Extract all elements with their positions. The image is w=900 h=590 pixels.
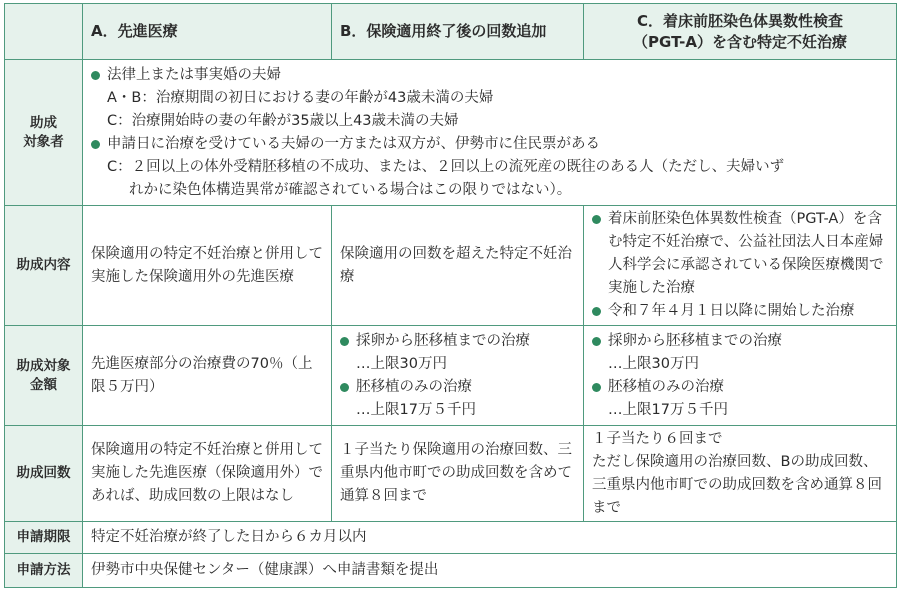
amount-c-bullet-2 bbox=[592, 376, 888, 399]
count-c-line2: ただし保険適用の治療回数、Bの助成回数、三重県内他市町での助成回数を含め通算８回まで bbox=[592, 453, 882, 516]
row-header-eligible bbox=[5, 60, 83, 206]
bullet-icon bbox=[340, 383, 349, 392]
count-cell-b bbox=[332, 426, 584, 522]
subsidy-table bbox=[4, 3, 897, 588]
bullet-icon bbox=[340, 337, 349, 346]
amount-cell-c bbox=[584, 326, 897, 426]
bullet-icon bbox=[592, 215, 601, 224]
row-header-method bbox=[5, 554, 83, 588]
method-row bbox=[5, 554, 897, 588]
content-a-text: 保険適用の特定不妊治療と併用して実施した保険適用外の先進医療 bbox=[91, 245, 323, 285]
eligible-line-c2a: C：２回以上の体外受精胚移植の不成功、または、２回以上の流死産の既往のある人（ただし、夫婦いず bbox=[107, 158, 785, 175]
row-header-content bbox=[5, 206, 83, 326]
content-c-bullet-2 bbox=[592, 300, 888, 323]
content-b-text: 保険適用の回数を超えた特定不妊治療 bbox=[340, 245, 572, 285]
amount-b-bullet-2-text: 胚移植のみの治療 bbox=[356, 378, 472, 395]
bullet-icon bbox=[91, 71, 100, 80]
amount-b-limit-2: …上限17万５千円 bbox=[356, 401, 476, 418]
amount-b-limit-1: …上限30万円 bbox=[356, 355, 447, 372]
row-header-method-text: 申請方法 bbox=[16, 562, 71, 578]
row-header-count-text: 助成回数 bbox=[16, 465, 71, 481]
eligible-line-ab: A・B：治療期間の初日における妻の年齢が43歳未満の夫婦 bbox=[107, 89, 494, 106]
row-header-amount bbox=[5, 326, 83, 426]
method-text: 伊勢市中央保健センター（健康課）へ申請書類を提出 bbox=[91, 562, 439, 578]
column-header-a-text: A．先進医療 bbox=[91, 22, 178, 40]
deadline-text: 特定不妊治療が終了した日から６カ月以内 bbox=[91, 529, 367, 545]
bullet-icon bbox=[592, 307, 601, 316]
column-header-c bbox=[584, 4, 897, 60]
amount-c-limit-2: …上限17万５千円 bbox=[608, 401, 728, 418]
eligible-cell bbox=[83, 60, 897, 206]
eligible-bullet-1-text: 法律上または事実婚の夫婦 bbox=[107, 66, 281, 83]
bullet-icon bbox=[592, 383, 601, 392]
amount-c-bullet-2-text: 胚移植のみの治療 bbox=[608, 378, 724, 395]
column-header-b-text: B．保険適用終了後の回数追加 bbox=[340, 22, 547, 40]
column-header-c-line1: C．着床前胚染色体異数性検査 bbox=[636, 11, 843, 30]
amount-a-text: 先進医療部分の治療費の70％（上限５万円） bbox=[91, 355, 313, 395]
row-header-eligible-line1: 助成 bbox=[30, 114, 57, 131]
column-header-b bbox=[332, 4, 584, 60]
content-c-bullet-1 bbox=[592, 208, 888, 300]
count-cell-c bbox=[584, 426, 897, 522]
row-header-deadline bbox=[5, 522, 83, 554]
amount-cell-b bbox=[332, 326, 584, 426]
content-cell-b bbox=[332, 206, 584, 326]
bullet-icon bbox=[91, 140, 100, 149]
amount-b-bullet-1-text: 採卵から胚移植までの治療 bbox=[356, 332, 530, 349]
header-corner bbox=[5, 4, 83, 60]
row-header-amount-line2: 金額 bbox=[30, 376, 57, 393]
count-row bbox=[5, 426, 897, 522]
row-header-amount-line1: 助成対象 bbox=[16, 357, 71, 374]
row-header-content-text: 助成内容 bbox=[16, 257, 71, 273]
amount-c-limit-1: …上限30万円 bbox=[608, 355, 699, 372]
count-a-text: 保険適用の特定不妊治療と併用して実施した先進医療（保険適用外）であれば、助成回数の上限はなし bbox=[91, 442, 323, 504]
amount-cell-a bbox=[83, 326, 332, 426]
bullet-icon bbox=[592, 337, 601, 346]
eligible-row bbox=[5, 60, 897, 206]
amount-b-bullet-1 bbox=[340, 330, 575, 353]
amount-b-bullet-2 bbox=[340, 376, 575, 399]
eligible-line-c: C：治療開始時の妻の年齢が35歳以上43歳未満の夫婦 bbox=[107, 112, 459, 129]
content-c-bullet-2-text: 令和７年４月１日以降に開始した治療 bbox=[608, 303, 855, 319]
eligible-bullet-2-text: 申請日に治療を受けている夫婦の一方または双方が、伊勢市に住民票がある bbox=[107, 135, 600, 152]
content-cell-c bbox=[584, 206, 897, 326]
eligible-bullet-2 bbox=[91, 133, 888, 156]
deadline-cell bbox=[83, 522, 897, 554]
content-cell-a bbox=[83, 206, 332, 326]
content-c-bullet-1-text: 着床前胚染色体異数性検査（PGT-A）を含む特定不妊治療で、公益社団法人日本産婦人科学会に承認されている保険医療機関で実施した治療 bbox=[608, 211, 884, 296]
amount-row bbox=[5, 326, 897, 426]
amount-c-bullet-1 bbox=[592, 330, 888, 353]
row-header-eligible-line2: 対象者 bbox=[23, 133, 64, 150]
amount-c-bullet-1-text: 採卵から胚移植までの治療 bbox=[608, 332, 782, 349]
column-header-a bbox=[83, 4, 332, 60]
content-row bbox=[5, 206, 897, 326]
header-row bbox=[5, 4, 897, 60]
eligible-bullet-1 bbox=[91, 64, 888, 87]
deadline-row bbox=[5, 522, 897, 554]
eligible-line-c2b: れかに染色体構造異常が確認されている場合はこの限りではない）。 bbox=[129, 181, 572, 198]
row-header-deadline-text: 申請期限 bbox=[16, 529, 71, 545]
count-cell-a bbox=[83, 426, 332, 522]
count-c-line1: １子当たり６回まで bbox=[592, 430, 723, 447]
column-header-c-line2: （PGT-A）を含む特定不妊治療 bbox=[633, 32, 847, 51]
method-cell bbox=[83, 554, 897, 588]
count-b-text: １子当たり保険適用の治療回数、三重県内他市町での助成回数を含めて通算８回まで bbox=[340, 442, 572, 504]
row-header-count bbox=[5, 426, 83, 522]
